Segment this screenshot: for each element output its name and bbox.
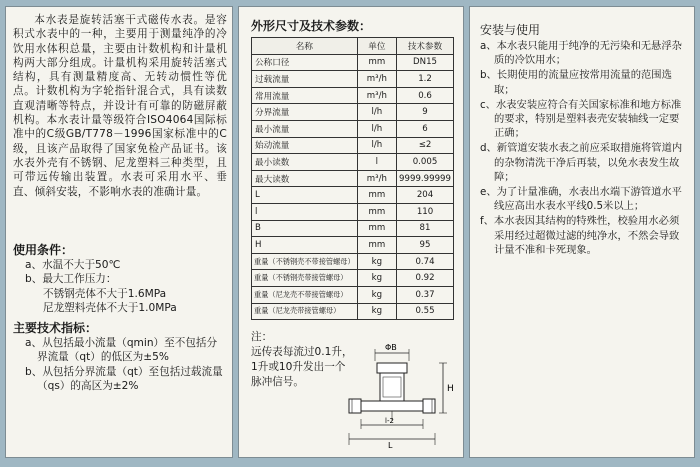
spec-param-name: 重量（不锈钢壳不带接管螺母）	[252, 253, 358, 270]
spec-param-unit: mm	[357, 187, 396, 204]
install-item: f、本水表因其结构的特殊性，校验用水必须采用经过超微过滤的纯净水，不然会导致计量不准和卡死现象。	[480, 215, 680, 256]
spec-param-value: 0.92	[397, 270, 454, 287]
spec-row	[252, 303, 454, 320]
spec-param-value: 0.37	[397, 286, 454, 303]
tech-title: 主要技术指标：	[13, 321, 98, 335]
spec-row	[252, 54, 454, 71]
spec-row	[252, 170, 454, 187]
spec-param-value: 0.55	[397, 303, 454, 320]
spec-param-name: 重量（尼龙壳不带接管螺母）	[252, 286, 358, 303]
dim-l2-label: l-2	[385, 417, 394, 425]
note	[251, 330, 353, 390]
spec-param-name: 最大读数	[252, 170, 358, 187]
spec-row	[252, 270, 454, 287]
spec-table	[251, 37, 454, 320]
spec-param-value: 6	[397, 120, 454, 137]
spec-row	[252, 154, 454, 171]
install-panel	[469, 6, 695, 458]
spec-param-name: 重量（尼龙壳带接管螺母）	[252, 303, 358, 320]
spec-param-name: 始动流量	[252, 137, 358, 154]
spec-row	[252, 187, 454, 204]
note-label: 注：	[251, 331, 273, 343]
spec-row	[252, 104, 454, 121]
dim-h-label: H	[447, 384, 454, 394]
spec-row	[252, 87, 454, 104]
spec-param-unit: kg	[357, 286, 396, 303]
install-item: d、新管道安装水表之前应采取措施将管道内的杂物清洗干净后再装，以免水表发生故障；	[480, 142, 683, 183]
condition-item: b、最大工作压力：	[25, 273, 117, 286]
spec-param-unit: m³/h	[357, 170, 396, 187]
tech-item: b、从包括分界流量（qt）至包括过载流量（qs）的高区为±2%	[25, 365, 223, 392]
description-panel	[5, 6, 233, 458]
spec-param-name: H	[252, 237, 358, 254]
intro-text: 本水表是旋转活塞干式磁传水表。是容积式水表中的一种，主要用于测量纯净的冷饮用水体积总量，主要由计数机构和计量机构两大部分组成。计量机构采用旋转活塞式结构，具有测量精度高、无转动惯性等优点。计数机构为字轮指针混合式，具有读数直观清晰等特点，并设计有可靠的防磁屏蔽机构。本水表计量等级符合ISO4064国际标准中的C级GB/T778－1996国家标准中的C级，且该产品取得了国家免检产品证书。该水表外壳有不锈钢、尼龙塑料三种类型，且可带远传输出装置。水表可采用水平、垂直、倾斜安装，不影响水表的准确计量。	[13, 14, 227, 198]
spec-row	[252, 203, 454, 220]
tech-item: a、从包括最小流量（qmin）至不包括分界流量（qt）的低区为±5%	[25, 337, 218, 364]
dim-l-label: L	[388, 441, 393, 450]
spec-param-name: B	[252, 220, 358, 237]
condition-item: 不锈钢壳体不大于1.6MPa	[43, 287, 167, 300]
spec-row	[252, 286, 454, 303]
spec-param-name: 重量（不锈钢壳带接管螺母）	[252, 270, 358, 287]
spec-panel	[238, 6, 464, 458]
spec-param-value: 9999.99999	[397, 170, 454, 187]
spec-param-value: 204	[397, 187, 454, 204]
note-line: 远传表每流过0.1升，	[251, 346, 353, 358]
spec-row	[252, 120, 454, 137]
tech-section	[13, 321, 227, 393]
spec-param-unit: kg	[357, 270, 396, 287]
condition-item: a、水温不大于50℃	[25, 259, 121, 271]
spec-param-name: l	[252, 203, 358, 220]
spec-param-name: 分界流量	[252, 104, 358, 121]
spec-param-unit: mm	[357, 203, 396, 220]
spec-param-unit: mm	[357, 220, 396, 237]
spec-title: 外形尺寸及技术参数：	[251, 19, 372, 33]
spec-header-row	[252, 38, 454, 55]
spec-row	[252, 237, 454, 254]
spec-param-unit: mm	[357, 237, 396, 254]
install-list	[480, 39, 688, 258]
spec-param-name: 最小流量	[252, 120, 358, 137]
header-unit: 单位	[357, 38, 396, 55]
note-line: 1升或10升发出一个	[251, 361, 346, 373]
spec-param-name: 常用流量	[252, 87, 358, 104]
spec-param-unit: l/h	[357, 104, 396, 121]
spec-param-unit: kg	[357, 253, 396, 270]
install-item: b、长期使用的流量应按常用流量的范围选取；	[480, 69, 672, 96]
conditions-section	[13, 243, 227, 315]
spec-row	[252, 253, 454, 270]
spec-param-value: ≤2	[397, 137, 454, 154]
header-name: 名称	[252, 38, 358, 55]
spec-param-unit: mm	[357, 54, 396, 71]
spec-param-value: 110	[397, 203, 454, 220]
spec-param-value: 0.6	[397, 87, 454, 104]
spec-param-unit: m³/h	[357, 71, 396, 88]
spec-param-unit: kg	[357, 303, 396, 320]
spec-row	[252, 137, 454, 154]
note-line: 脉冲信号。	[251, 376, 304, 388]
spec-param-value: 0.005	[397, 154, 454, 171]
spec-param-value: 9	[397, 104, 454, 121]
spec-param-unit: l/h	[357, 120, 396, 137]
spec-param-value: 1.2	[397, 71, 454, 88]
condition-item: 尼龙塑料壳体不大于1.0MPa	[43, 301, 177, 314]
spec-row	[252, 71, 454, 88]
spec-param-unit: l	[357, 154, 396, 171]
spec-param-value: 81	[397, 220, 454, 237]
dim-b-label: ΦB	[385, 343, 397, 352]
install-item: e、为了计量准确，水表出水端下游管道水平线应高出水表水平线0.5米以上；	[480, 186, 682, 213]
spec-param-name: L	[252, 187, 358, 204]
header-value: 技术参数	[397, 38, 454, 55]
conditions-title: 使用条件：	[13, 243, 74, 257]
spec-row	[252, 220, 454, 237]
spec-param-value: 0.74	[397, 253, 454, 270]
meter-drawing	[347, 341, 459, 451]
spec-param-name: 过载流量	[252, 71, 358, 88]
spec-param-value: 95	[397, 237, 454, 254]
spec-param-name: 公称口径	[252, 54, 358, 71]
install-item: a、本水表只能用于纯净的无污染和无悬浮杂质的冷饮用水；	[480, 40, 682, 67]
install-title: 安装与使用	[480, 23, 541, 37]
spec-param-value: DN15	[397, 54, 454, 71]
spec-param-name: 最小读数	[252, 154, 358, 171]
spec-param-unit: m³/h	[357, 87, 396, 104]
install-item: c、水表安装应符合有关国家标准和地方标准的要求，特别是塑料表壳安装轴线一定要正确；	[480, 98, 682, 140]
spec-param-unit: l/h	[357, 137, 396, 154]
